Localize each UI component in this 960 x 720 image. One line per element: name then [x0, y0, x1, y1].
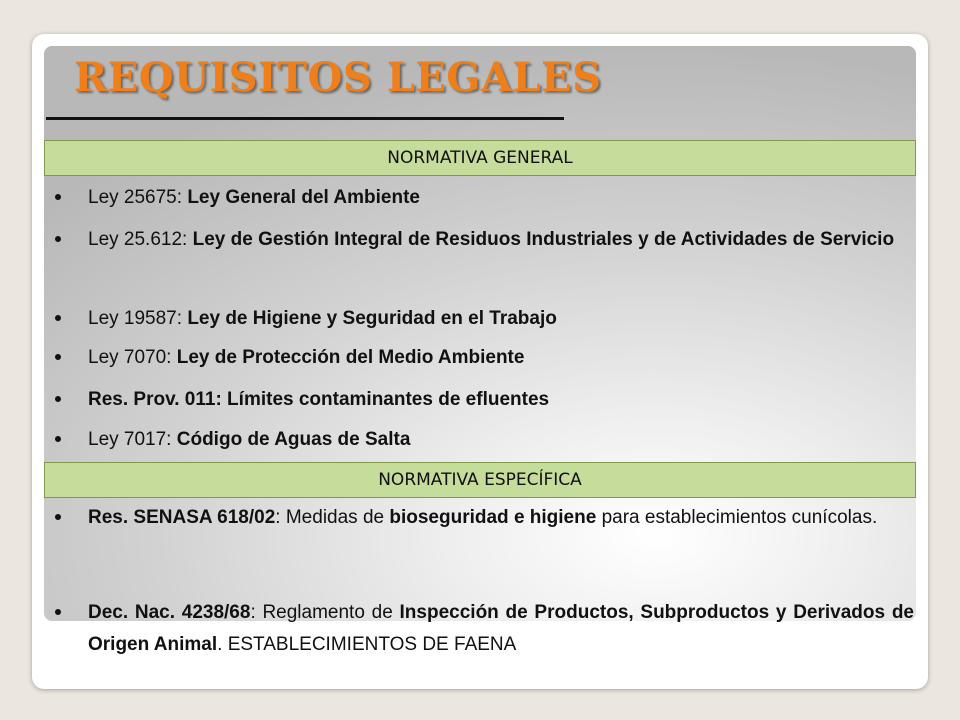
bullet-marker	[52, 313, 62, 323]
bold-text-run: Dec. Nac. 4238/68	[88, 602, 251, 623]
list-item-text	[88, 303, 914, 335]
text-run: : Medidas de	[275, 507, 390, 528]
list-item-text	[88, 224, 914, 256]
list-item	[52, 502, 914, 534]
list-item-text	[88, 502, 914, 534]
list-item	[52, 424, 914, 456]
bold-text-run: Inspección de Productos, Subproductos y Derivados de Origen Animal	[88, 602, 915, 655]
list-item-text	[88, 424, 914, 456]
list-item-text	[88, 342, 914, 374]
text-run: Ley 7017:	[88, 429, 177, 450]
list-item-text	[88, 597, 914, 661]
slide-title: REQUISITOS LEGALES	[74, 54, 602, 101]
list-item	[52, 384, 914, 416]
section-header-specific: NORMATIVA ESPECÍFICA	[44, 462, 916, 498]
bold-text-run: Ley General del Ambiente	[187, 187, 420, 208]
text-run: . ESTABLECIMIENTOS DE FAENA	[217, 634, 517, 655]
list-item	[52, 597, 914, 661]
bold-text-run: Res. Prov. 011: Límites contaminantes de efluentes	[88, 389, 550, 410]
list-item-text	[88, 182, 914, 214]
text-run: Ley 25675:	[88, 187, 188, 208]
bullet-marker	[52, 434, 62, 444]
list-item	[52, 303, 914, 335]
bullet-marker	[52, 394, 62, 404]
list-item	[52, 182, 914, 214]
bullet-marker	[52, 234, 62, 244]
bold-text-run: Ley de Gestión Integral de Residuos Industriales y de Actividades de Servicio	[192, 229, 895, 250]
bullet-marker	[52, 352, 62, 362]
bold-text-run: Ley de Higiene y Seguridad en el Trabajo	[187, 308, 557, 329]
bullet-marker	[52, 192, 62, 202]
bullet-marker	[52, 512, 62, 522]
text-run: : Reglamento de	[250, 602, 400, 623]
list-item-text	[88, 384, 914, 416]
text-run: Ley 19587:	[88, 308, 188, 329]
bold-text-run: Ley de Protección del Medio Ambiente	[176, 347, 525, 368]
list-item	[52, 224, 914, 256]
list-item	[52, 342, 914, 374]
bold-text-run: Res. SENASA 618/02	[88, 507, 276, 528]
text-run: para establecimientos cunícolas.	[596, 507, 878, 528]
text-run: Ley 7070:	[88, 347, 177, 368]
bold-text-run: bioseguridad e higiene	[389, 507, 597, 528]
section-header-general: NORMATIVA GENERAL	[44, 140, 916, 176]
text-run: Ley 25.612:	[88, 229, 193, 250]
bold-text-run: Código de Aguas de Salta	[176, 429, 411, 450]
bullet-marker	[52, 607, 62, 617]
title-underline	[46, 117, 564, 120]
